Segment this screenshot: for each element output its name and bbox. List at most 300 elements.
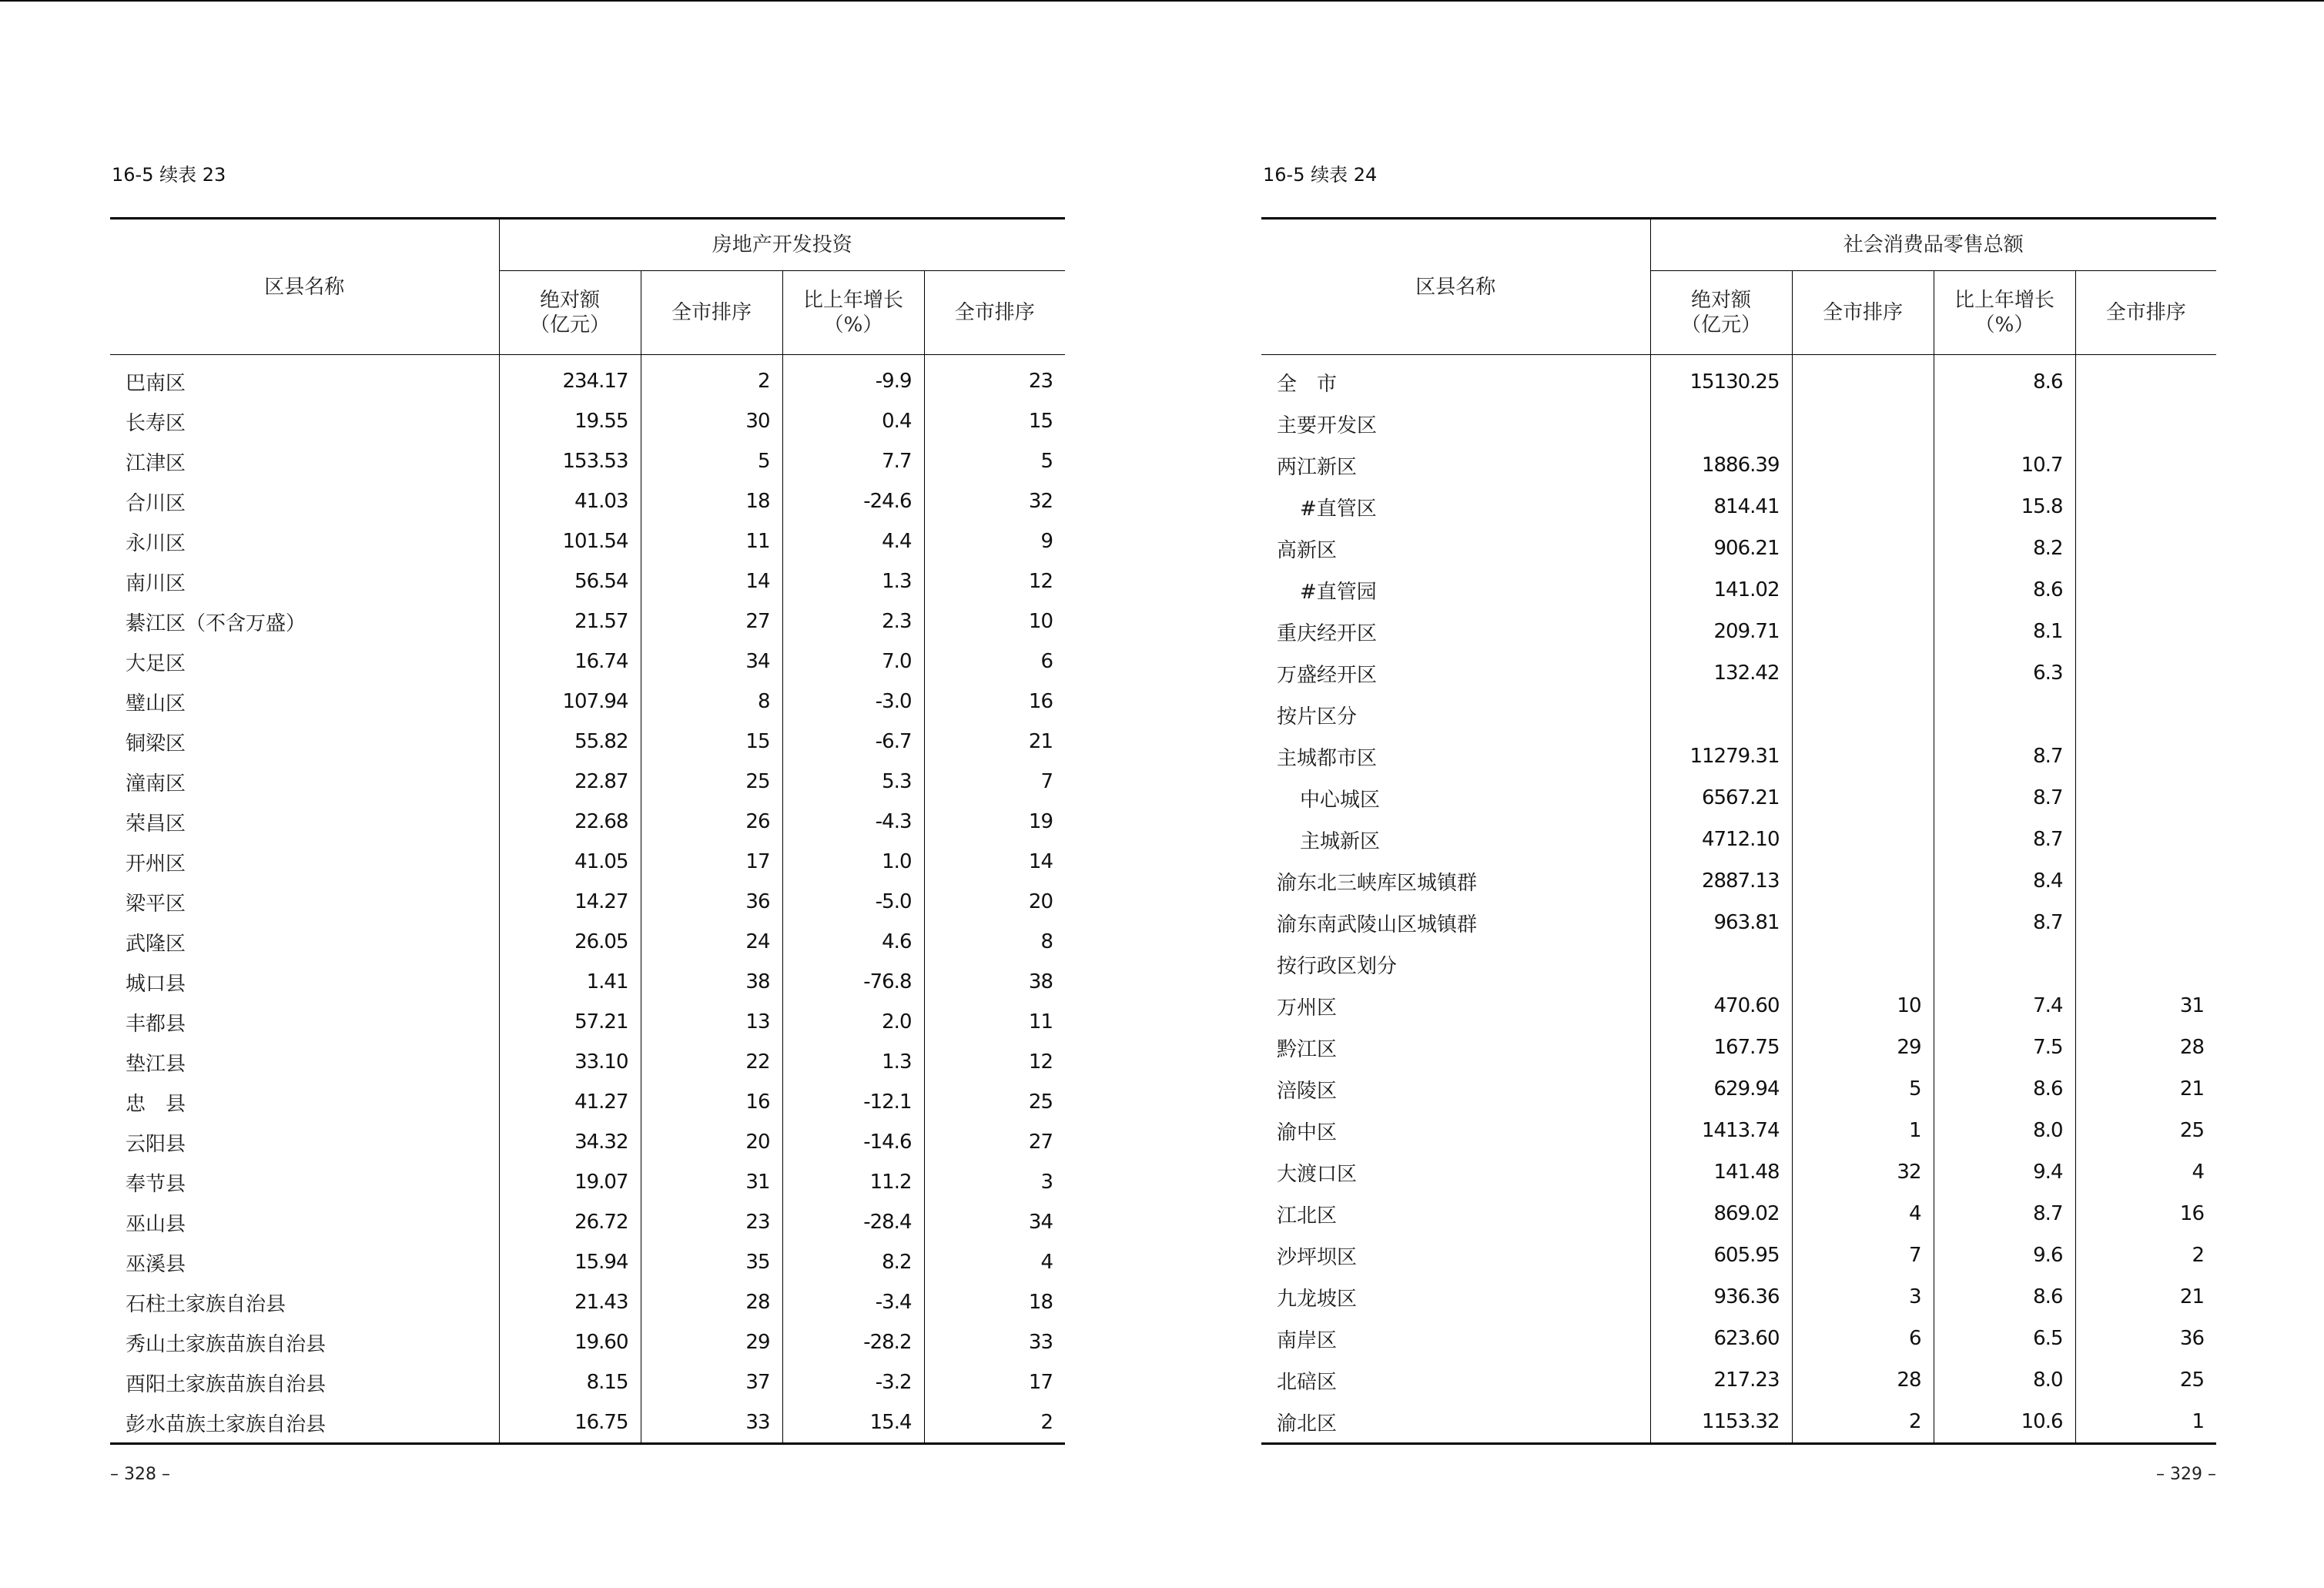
growth-rank-cell: [2075, 444, 2216, 486]
row-name-cell: 按片区分: [1277, 705, 1358, 729]
growth-cell: 11.2: [782, 1162, 924, 1202]
growth-cell: -28.4: [782, 1202, 924, 1242]
table-row: [110, 1362, 1065, 1402]
growth-cell: 8.7: [1934, 777, 2075, 819]
growth-rank-cell: 21: [924, 722, 1065, 762]
growth-cell: -9.9: [782, 355, 924, 402]
absolute-value-cell: 55.82: [499, 722, 641, 762]
table-row: [110, 722, 1065, 762]
absolute-value-cell: 15130.25: [1650, 355, 1792, 404]
row-name-cell: 中心城区: [1300, 788, 1381, 812]
rank-cell: 27: [641, 601, 782, 642]
absolute-value-cell: 21.57: [499, 601, 641, 642]
rank-cell: 22: [641, 1042, 782, 1082]
growth-rank-cell: 7: [924, 762, 1065, 802]
growth-rank-cell: 15: [924, 401, 1065, 441]
growth-rank-cell: 20: [924, 882, 1065, 922]
absolute-value-cell: 6567.21: [1650, 777, 1792, 819]
row-name-cell: 南岸区: [1277, 1328, 1338, 1352]
absolute-value-cell: 141.48: [1650, 1151, 1792, 1193]
row-name-cell: 铜梁区: [126, 732, 186, 755]
absolute-value-cell: 1.41: [499, 962, 641, 1002]
rank-cell: 38: [641, 962, 782, 1002]
growth-rank-cell: 34: [924, 1202, 1065, 1242]
table-row: [1261, 444, 2216, 486]
row-name-cell: 奉节县: [126, 1172, 186, 1196]
rank-cell: 1: [1792, 1110, 1934, 1151]
row-name-cell: #直管园: [1300, 580, 1377, 604]
row-name-cell: 主要开发区: [1277, 414, 1378, 437]
header-growth-rank: 全市排序: [924, 271, 1065, 355]
row-name-cell: 渝东南武陵山区城镇群: [1277, 913, 1478, 936]
rank-cell: 25: [641, 762, 782, 802]
growth-rank-cell: [2075, 569, 2216, 611]
rank-cell: 11: [641, 521, 782, 561]
rank-cell: 29: [641, 1322, 782, 1362]
absolute-value-cell: 56.54: [499, 561, 641, 601]
table-row: [110, 642, 1065, 682]
absolute-value-cell: 26.05: [499, 922, 641, 962]
rank-cell: 6: [1792, 1318, 1934, 1359]
growth-cell: -76.8: [782, 962, 924, 1002]
rank-cell: 23: [641, 1202, 782, 1242]
rank-cell: [1792, 355, 1934, 404]
growth-cell: 4.6: [782, 922, 924, 962]
table-row: [110, 802, 1065, 842]
header-group-retail-sales: 社会消费品零售总额: [1650, 219, 2216, 271]
growth-rank-cell: 11: [924, 1002, 1065, 1042]
row-name-cell: 大渡口区: [1277, 1162, 1358, 1186]
rank-cell: 5: [641, 441, 782, 481]
absolute-value-cell: 14.27: [499, 882, 641, 922]
table-title: 16-5 续表 23: [112, 164, 226, 186]
growth-cell: 15.8: [1934, 486, 2075, 528]
absolute-value-cell: 22.87: [499, 762, 641, 802]
absolute-value-cell: 16.74: [499, 642, 641, 682]
growth-rank-cell: 16: [924, 682, 1065, 722]
row-name-cell: 酉阳土家族苗族自治县: [126, 1372, 326, 1396]
row-name-cell: 主城都市区: [1277, 746, 1378, 770]
row-name-cell: 万盛经开区: [1277, 663, 1378, 687]
rank-cell: 31: [641, 1162, 782, 1202]
growth-cell: 8.1: [1934, 611, 2075, 652]
absolute-value-cell: 234.17: [499, 355, 641, 402]
rank-cell: [1792, 902, 1934, 943]
table-row: [1261, 902, 2216, 943]
header-growth: 比上年增长 （%）: [1934, 271, 2075, 355]
growth-rank-cell: 36: [2075, 1318, 2216, 1359]
absolute-value-cell: 8.15: [499, 1362, 641, 1402]
growth-cell: 1.0: [782, 842, 924, 882]
growth-rank-cell: 21: [2075, 1276, 2216, 1318]
rank-cell: 16: [641, 1082, 782, 1122]
growth-rank-cell: [2075, 860, 2216, 902]
rank-cell: 37: [641, 1362, 782, 1402]
row-name-cell: 高新区: [1277, 538, 1338, 562]
row-name-cell: 大足区: [126, 652, 186, 675]
absolute-value-cell: 34.32: [499, 1122, 641, 1162]
growth-cell: -3.4: [782, 1282, 924, 1322]
table-row: [1261, 403, 2216, 444]
retail-sales-table: [1261, 217, 2216, 1445]
table-row: [110, 561, 1065, 601]
absolute-value-cell: 16.75: [499, 1402, 641, 1444]
absolute-value-cell: 209.71: [1650, 611, 1792, 652]
row-name-cell: 永川区: [126, 531, 186, 555]
table-row: [1261, 1110, 2216, 1151]
row-name-cell: 梁平区: [126, 892, 186, 916]
table-row: [110, 1122, 1065, 1162]
growth-cell: 7.7: [782, 441, 924, 481]
rank-cell: [1792, 777, 1934, 819]
growth-rank-cell: 14: [924, 842, 1065, 882]
table-row: [110, 962, 1065, 1002]
growth-rank-cell: [2075, 486, 2216, 528]
growth-rank-cell: 4: [2075, 1151, 2216, 1193]
table-row: [1261, 528, 2216, 569]
row-name-cell: 巫溪县: [126, 1252, 186, 1276]
table-row: [1261, 1193, 2216, 1235]
row-name-cell: 潼南区: [126, 772, 186, 796]
header-rank: 全市排序: [1792, 271, 1934, 355]
growth-rank-cell: 12: [924, 1042, 1065, 1082]
row-name-cell: 武隆区: [126, 932, 186, 956]
row-name-cell: 沙坪坝区: [1277, 1245, 1358, 1269]
header-district-name: 区县名称: [110, 219, 499, 355]
row-name-cell: 南川区: [126, 571, 186, 595]
growth-cell: [1934, 943, 2075, 985]
table-row: [1261, 860, 2216, 902]
row-name-cell: 涪陵区: [1277, 1079, 1338, 1103]
header-growth-rank: 全市排序: [2075, 271, 2216, 355]
growth-rank-cell: 27: [924, 1122, 1065, 1162]
growth-cell: 9.6: [1934, 1235, 2075, 1276]
table-row: [1261, 611, 2216, 652]
growth-rank-cell: [2075, 528, 2216, 569]
growth-rank-cell: 31: [2075, 985, 2216, 1027]
growth-cell: 15.4: [782, 1402, 924, 1444]
absolute-value-cell: 869.02: [1650, 1193, 1792, 1235]
growth-cell: 0.4: [782, 401, 924, 441]
table-row: [1261, 1318, 2216, 1359]
growth-rank-cell: 32: [924, 481, 1065, 521]
absolute-value-cell: 19.55: [499, 401, 641, 441]
growth-cell: 8.2: [782, 1242, 924, 1282]
table-row: [1261, 777, 2216, 819]
absolute-value-cell: 141.02: [1650, 569, 1792, 611]
row-name-cell: 彭水苗族土家族自治县: [126, 1412, 326, 1436]
growth-rank-cell: [2075, 355, 2216, 404]
absolute-value-cell: [1650, 403, 1792, 444]
growth-cell: 8.6: [1934, 569, 2075, 611]
growth-cell: 8.2: [1934, 528, 2075, 569]
absolute-value-cell: 41.03: [499, 481, 641, 521]
absolute-value-cell: 167.75: [1650, 1027, 1792, 1068]
rank-cell: 15: [641, 722, 782, 762]
growth-cell: 8.6: [1934, 1068, 2075, 1110]
table-row: [110, 1282, 1065, 1322]
row-name-cell: 长寿区: [126, 411, 186, 435]
growth-cell: -3.0: [782, 682, 924, 722]
row-name-cell: #直管区: [1300, 497, 1377, 521]
rank-cell: 36: [641, 882, 782, 922]
rank-cell: 33: [641, 1402, 782, 1444]
absolute-value-cell: 41.27: [499, 1082, 641, 1122]
growth-cell: -24.6: [782, 481, 924, 521]
growth-cell: [1934, 694, 2075, 735]
row-name-cell: 合川区: [126, 491, 186, 515]
absolute-value-cell: 107.94: [499, 682, 641, 722]
rank-cell: 20: [641, 1122, 782, 1162]
growth-cell: 8.0: [1934, 1359, 2075, 1401]
table-title: 16-5 续表 24: [1263, 164, 1378, 186]
growth-rank-cell: 25: [924, 1082, 1065, 1122]
absolute-value-cell: 21.43: [499, 1282, 641, 1322]
absolute-value-cell: 101.54: [499, 521, 641, 561]
row-name-cell: 云阳县: [126, 1132, 186, 1156]
growth-rank-cell: 17: [924, 1362, 1065, 1402]
header-district-name: 区县名称: [1261, 219, 1650, 355]
growth-rank-cell: 19: [924, 802, 1065, 842]
absolute-value-cell: [1650, 694, 1792, 735]
absolute-value-cell: 470.60: [1650, 985, 1792, 1027]
rank-cell: 7: [1792, 1235, 1934, 1276]
rank-cell: 10: [1792, 985, 1934, 1027]
table-row: [1261, 652, 2216, 694]
rank-cell: 28: [641, 1282, 782, 1322]
absolute-value-cell: 19.07: [499, 1162, 641, 1202]
growth-rank-cell: 25: [2075, 1359, 2216, 1401]
absolute-value-cell: 605.95: [1650, 1235, 1792, 1276]
growth-cell: 4.4: [782, 521, 924, 561]
table-row: [1261, 1151, 2216, 1193]
header-absolute-value: 绝对额 （亿元）: [1650, 271, 1792, 355]
rank-cell: [1792, 403, 1934, 444]
absolute-value-cell: 41.05: [499, 842, 641, 882]
growth-cell: -6.7: [782, 722, 924, 762]
row-name-cell: 石柱土家族自治县: [126, 1292, 286, 1316]
table-row: [1261, 694, 2216, 735]
absolute-value-cell: [1650, 943, 1792, 985]
growth-cell: 1.3: [782, 561, 924, 601]
table-row: [110, 481, 1065, 521]
table-row: [110, 1162, 1065, 1202]
growth-rank-cell: [2075, 777, 2216, 819]
growth-rank-cell: 23: [924, 355, 1065, 402]
row-name-cell: 綦江区（不含万盛）: [126, 611, 306, 635]
growth-cell: 8.7: [1934, 735, 2075, 777]
growth-cell: 1.3: [782, 1042, 924, 1082]
rank-cell: [1792, 735, 1934, 777]
table-row: [110, 355, 1065, 402]
growth-cell: 8.7: [1934, 819, 2075, 860]
rank-cell: 29: [1792, 1027, 1934, 1068]
growth-cell: 8.6: [1934, 355, 2075, 404]
row-name-cell: 两江新区: [1277, 455, 1358, 479]
row-name-cell: 黔江区: [1277, 1037, 1338, 1061]
growth-rank-cell: 33: [924, 1322, 1065, 1362]
table-body: [110, 355, 1065, 1444]
absolute-value-cell: 217.23: [1650, 1359, 1792, 1401]
header-rank: 全市排序: [641, 271, 782, 355]
absolute-value-cell: 2887.13: [1650, 860, 1792, 902]
table-row: [110, 401, 1065, 441]
growth-cell: 6.5: [1934, 1318, 2075, 1359]
row-name-cell: 秀山土家族苗族自治县: [126, 1332, 326, 1356]
table-row: [110, 1002, 1065, 1042]
row-name-cell: 城口县: [126, 972, 186, 996]
growth-rank-cell: 2: [924, 1402, 1065, 1444]
growth-rank-cell: 21: [2075, 1068, 2216, 1110]
growth-rank-cell: 5: [924, 441, 1065, 481]
absolute-value-cell: 1153.32: [1650, 1401, 1792, 1444]
rank-cell: [1792, 528, 1934, 569]
growth-rank-cell: [2075, 943, 2216, 985]
rank-cell: 30: [641, 401, 782, 441]
row-name-cell: 北碚区: [1277, 1370, 1338, 1394]
absolute-value-cell: 4712.10: [1650, 819, 1792, 860]
table-row: [110, 441, 1065, 481]
table-row: [1261, 1027, 2216, 1068]
growth-cell: -28.2: [782, 1322, 924, 1362]
absolute-value-cell: 132.42: [1650, 652, 1792, 694]
table-row: [1261, 1068, 2216, 1110]
absolute-value-cell: 26.72: [499, 1202, 641, 1242]
growth-cell: 8.7: [1934, 1193, 2075, 1235]
growth-rank-cell: 3: [924, 1162, 1065, 1202]
growth-cell: 10.7: [1934, 444, 2075, 486]
table-row: [1261, 943, 2216, 985]
rank-cell: [1792, 569, 1934, 611]
table-row: [110, 1202, 1065, 1242]
rank-cell: 32: [1792, 1151, 1934, 1193]
growth-cell: -4.3: [782, 802, 924, 842]
absolute-value-cell: 153.53: [499, 441, 641, 481]
rank-cell: [1792, 694, 1934, 735]
table-row: [1261, 355, 2216, 404]
table-row: [110, 682, 1065, 722]
growth-cell: 8.4: [1934, 860, 2075, 902]
rank-cell: [1792, 611, 1934, 652]
absolute-value-cell: 906.21: [1650, 528, 1792, 569]
rank-cell: 26: [641, 802, 782, 842]
table-row: [1261, 486, 2216, 528]
row-name-cell: 九龙坡区: [1277, 1287, 1358, 1311]
row-name-cell: 重庆经开区: [1277, 621, 1378, 645]
growth-rank-cell: 12: [924, 561, 1065, 601]
rank-cell: [1792, 652, 1934, 694]
table-row: [1261, 1359, 2216, 1401]
absolute-value-cell: 57.21: [499, 1002, 641, 1042]
row-name-cell: 江津区: [126, 451, 186, 475]
header-absolute-value: 绝对额 （亿元）: [499, 271, 641, 355]
absolute-value-cell: 33.10: [499, 1042, 641, 1082]
table-row: [1261, 569, 2216, 611]
row-name-cell: 渝东北三峡库区城镇群: [1277, 871, 1478, 895]
rank-cell: 35: [641, 1242, 782, 1282]
rank-cell: [1792, 486, 1934, 528]
table-row: [1261, 1235, 2216, 1276]
row-name-cell: 全 市: [1277, 372, 1338, 396]
growth-rank-cell: 38: [924, 962, 1065, 1002]
rank-cell: 24: [641, 922, 782, 962]
table-row: [110, 1042, 1065, 1082]
growth-rank-cell: 25: [2075, 1110, 2216, 1151]
absolute-value-cell: 1886.39: [1650, 444, 1792, 486]
absolute-value-cell: 936.36: [1650, 1276, 1792, 1318]
top-border-line: [0, 0, 2324, 2]
growth-rank-cell: 9: [924, 521, 1065, 561]
growth-cell: 8.6: [1934, 1276, 2075, 1318]
table-row: [110, 842, 1065, 882]
growth-cell: -12.1: [782, 1082, 924, 1122]
growth-cell: 7.4: [1934, 985, 2075, 1027]
rank-cell: 2: [641, 355, 782, 402]
absolute-value-cell: 19.60: [499, 1322, 641, 1362]
row-name-cell: 丰都县: [126, 1012, 186, 1036]
growth-rank-cell: 28: [2075, 1027, 2216, 1068]
table-row: [1261, 1401, 2216, 1444]
row-name-cell: 巴南区: [126, 371, 186, 395]
growth-cell: 7.0: [782, 642, 924, 682]
growth-cell: 2.0: [782, 1002, 924, 1042]
page-number: – 329 –: [2156, 1465, 2216, 1484]
table-row: [110, 922, 1065, 962]
growth-rank-cell: [2075, 611, 2216, 652]
growth-rank-cell: [2075, 694, 2216, 735]
growth-cell: -14.6: [782, 1122, 924, 1162]
rank-cell: [1792, 943, 1934, 985]
page-number: – 328 –: [110, 1465, 170, 1484]
growth-cell: -3.2: [782, 1362, 924, 1402]
table-row: [110, 882, 1065, 922]
rank-cell: 18: [641, 481, 782, 521]
growth-rank-cell: 8: [924, 922, 1065, 962]
row-name-cell: 璧山区: [126, 692, 186, 715]
row-name-cell: 巫山县: [126, 1212, 186, 1236]
row-name-cell: 江北区: [1277, 1204, 1338, 1228]
growth-rank-cell: 16: [2075, 1193, 2216, 1235]
row-name-cell: 忠 县: [126, 1092, 186, 1116]
table-row: [1261, 819, 2216, 860]
rank-cell: [1792, 819, 1934, 860]
rank-cell: [1792, 860, 1934, 902]
row-name-cell: 主城新区: [1300, 829, 1381, 853]
growth-cell: 6.3: [1934, 652, 2075, 694]
growth-rank-cell: 10: [924, 601, 1065, 642]
growth-rank-cell: 1: [2075, 1401, 2216, 1444]
rank-cell: 5: [1792, 1068, 1934, 1110]
rank-cell: 17: [641, 842, 782, 882]
table-row: [110, 762, 1065, 802]
header-group-real-estate: 房地产开发投资: [499, 219, 1065, 271]
header-growth: 比上年增长 （%）: [782, 271, 924, 355]
rank-cell: 8: [641, 682, 782, 722]
table-row: [110, 521, 1065, 561]
absolute-value-cell: 22.68: [499, 802, 641, 842]
table-row: [1261, 985, 2216, 1027]
growth-rank-cell: 18: [924, 1282, 1065, 1322]
absolute-value-cell: 15.94: [499, 1242, 641, 1282]
growth-rank-cell: [2075, 403, 2216, 444]
growth-cell: [1934, 403, 2075, 444]
row-name-cell: 按行政区划分: [1277, 954, 1398, 978]
rank-cell: 14: [641, 561, 782, 601]
row-name-cell: 万州区: [1277, 996, 1338, 1020]
growth-rank-cell: 4: [924, 1242, 1065, 1282]
rank-cell: 13: [641, 1002, 782, 1042]
growth-rank-cell: [2075, 652, 2216, 694]
